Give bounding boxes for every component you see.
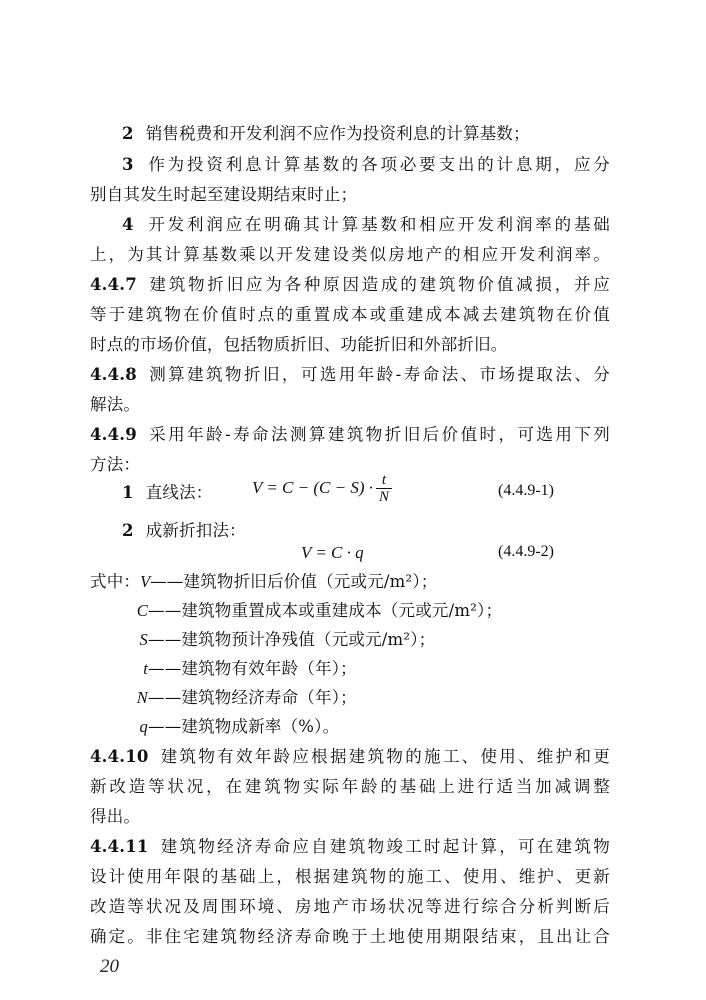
list-item-3-line1 (122, 154, 610, 176)
formula-4-4-9-1 (252, 472, 392, 506)
clause-4-4-9-line1 (90, 424, 610, 446)
clause-4-4-9-line2: 方法： (90, 455, 141, 474)
item-number: 1 (122, 483, 134, 502)
definitions-row-n (90, 687, 610, 709)
item-text: 直线法： (145, 483, 213, 502)
item-number: 2 (122, 521, 134, 540)
item-number: 3 (122, 155, 134, 174)
item-number: 2 (122, 124, 134, 143)
clause-4-4-8-line1 (90, 364, 610, 386)
clause-text: 测算建筑物折旧，可选用年龄-寿命法、市场提取法、分 (146, 365, 610, 384)
clause-4-4-7-line2: 等于建筑物在价值时点的重置成本或重建成本减去建筑物在价值 (90, 305, 610, 324)
clause-4-4-11-line2: 设计使用年限的基础上，根据建筑物的施工、使用、维护、更新 (90, 867, 610, 886)
clause-text: 建筑物折旧应为各种原因造成的建筑物价值减损，并应 (146, 275, 610, 294)
clause-number: 4.4.10 (90, 747, 149, 766)
definition-text: ——建筑物成新率（%）。 (148, 717, 340, 736)
item-text: 销售税费和开发利润不应作为投资利息的计算基数； (145, 124, 530, 143)
definition-text: ——建筑物重置成本或重建成本（元或元/m²）； (148, 601, 503, 620)
clause-4-4-11-line1 (90, 836, 610, 858)
clause-text: 建筑物有效年龄应根据建筑物的施工、使用、维护和更 (158, 747, 610, 766)
symbol: C (136, 601, 148, 620)
item-text: 成新折扣法： (145, 521, 246, 540)
definitions-intro: 式中： (90, 572, 141, 591)
symbol: V (140, 572, 151, 591)
fraction-numerator: t (381, 472, 387, 488)
clause-4-4-10-line2: 新改造等状况，在建筑物实际年龄的基础上进行适当加减调整 (90, 777, 610, 796)
clause-4-4-7-line1 (90, 274, 610, 296)
definition-text: ——建筑物折旧后价值（元或元/m²）； (150, 572, 438, 591)
formula-4-4-9-2: V = C · q (301, 543, 364, 562)
item-number: 4 (122, 215, 134, 234)
definitions-row-c (90, 600, 610, 622)
definition-text: ——建筑物预计净残值（元或元/m²）； (148, 630, 436, 649)
list-item-2 (122, 123, 642, 145)
clause-4-4-7-line3: 时点的市场价值，包括物质折旧、功能折旧和外部折旧。 (90, 335, 508, 354)
fraction-denominator: N (379, 489, 390, 505)
clause-4-4-8-line2: 解法。 (90, 395, 141, 414)
clause-4-4-10-line3: 得出。 (90, 807, 141, 826)
definition-text: ——建筑物经济寿命（年）； (148, 688, 357, 707)
clause-number: 4.4.8 (90, 365, 137, 384)
definitions-row-v (90, 571, 610, 593)
clause-number: 4.4.7 (90, 275, 137, 294)
page-number: 20 (100, 956, 119, 977)
method-2-heading (122, 520, 642, 542)
clause-number: 4.4.11 (90, 837, 149, 856)
clause-text: 建筑物经济寿命应自建筑物竣工时起计算，可在建筑物 (158, 837, 610, 856)
item-text: 作为投资利息计算基数的各项必要支出的计息期，应分 (145, 155, 610, 174)
clause-4-4-11-line3: 改造等状况及周围环境、房地产市场状况等进行综合分析判断后 (90, 897, 610, 916)
symbol: t (143, 659, 148, 678)
definitions-row-t (90, 658, 610, 680)
list-item-4-line2: 上，为其计算基数乘以开发建设类似房地产的相应开发利润率。 (90, 245, 610, 264)
definitions-row-s (90, 629, 610, 651)
formula-label-2: (4.4.9-2) (498, 543, 554, 560)
formula-label-1: (4.4.9-1) (498, 482, 554, 499)
clause-4-4-11-line4: 确定。非住宅建筑物经济寿命晚于土地使用期限结束，且出让合 (90, 927, 610, 946)
symbol: S (139, 630, 148, 649)
definitions-row-q (90, 716, 610, 738)
clause-text: 采用年龄-寿命法测算建筑物折旧后价值时，可选用下列 (146, 425, 610, 444)
formula-lhs: V = C − (C − S) · (252, 477, 373, 497)
symbol: q (139, 717, 148, 736)
fraction (376, 472, 392, 506)
clause-4-4-10-line1 (90, 746, 610, 768)
list-item-3-line2: 别自其发生时起至建设期结束时止； (90, 185, 358, 204)
clause-number: 4.4.9 (90, 425, 137, 444)
list-item-4-line1 (122, 214, 610, 236)
symbol: N (136, 688, 148, 707)
definition-text: ——建筑物有效年龄（年）； (148, 659, 357, 678)
item-text: 开发利润应在明确其计算基数和相应开发利润率的基础 (145, 215, 610, 234)
